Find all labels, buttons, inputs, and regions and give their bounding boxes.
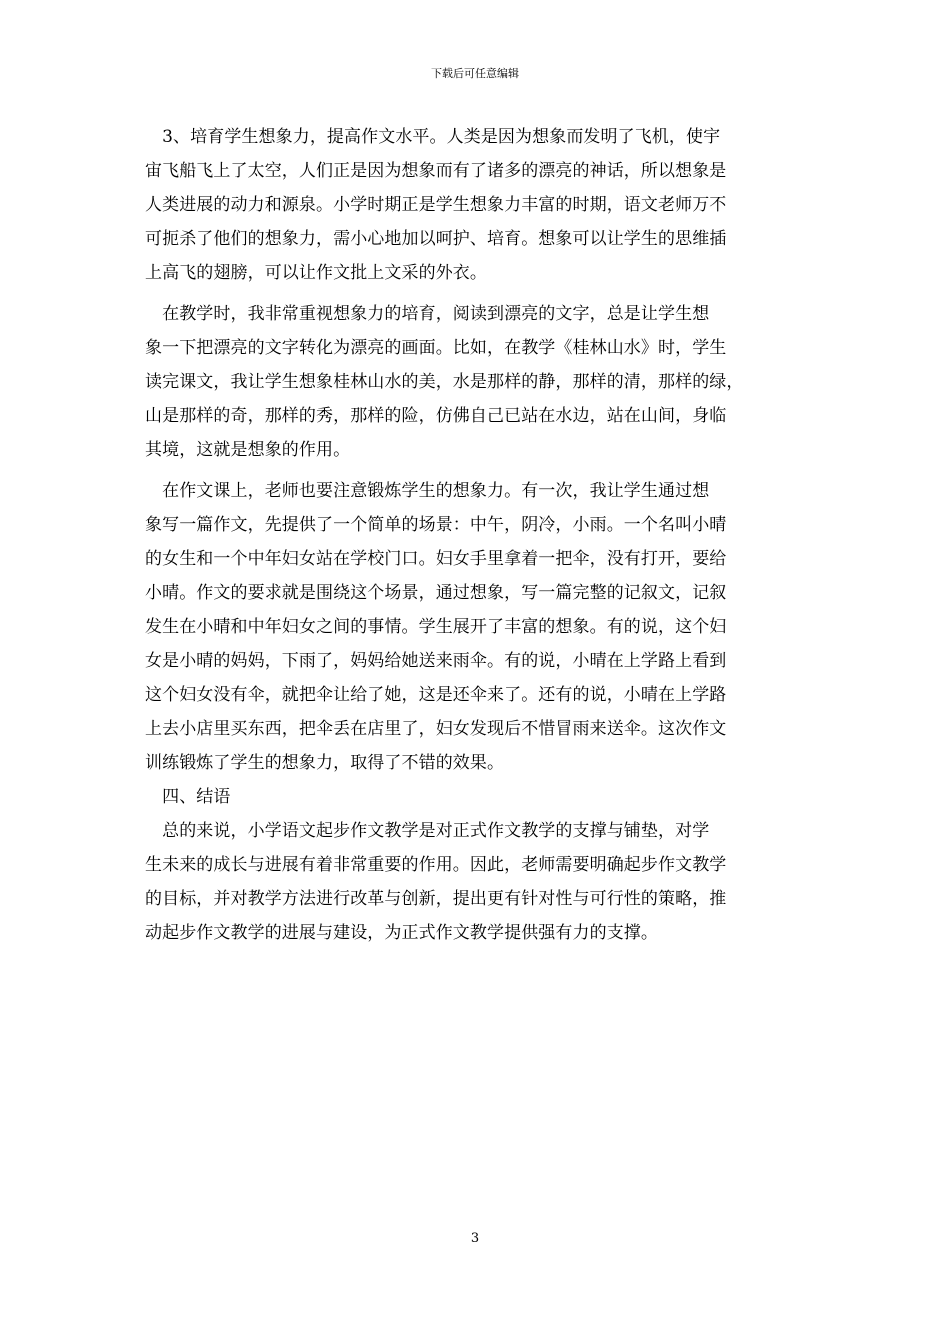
text-line: 发生在小晴和中年妇女之间的事情。学生展开了丰富的想象。有的说，这个妇 <box>145 617 727 637</box>
text-line: 训练锻炼了学生的想象力，取得了不错的效果。 <box>145 753 505 773</box>
text-line: 上去小店里买东西，把伞丢在店里了，妇女发现后不惜冒雨来送伞。这次作文 <box>145 719 727 739</box>
section-heading-conclusion <box>145 780 821 814</box>
text-line: 小晴。作文的要求就是围绕这个场景，通过想象，写一篇完整的记叙文，记叙 <box>145 583 727 603</box>
paragraph-imagination <box>145 120 821 290</box>
paragraph-composition-class <box>145 474 821 780</box>
text-line: 3、培育学生想象力，提高作文水平。人类是因为想象而发明了飞机，使宇 <box>145 127 721 147</box>
body-text <box>145 120 821 950</box>
heading-line: 四、结语 <box>145 787 231 807</box>
page-number: 3 <box>470 1231 480 1246</box>
text-line: 的女生和一个中年妇女站在学校门口。妇女手里拿着一把伞，没有打开，要给 <box>145 549 727 569</box>
text-line: 其境，这就是想象的作用。 <box>145 440 351 460</box>
text-line: 上高飞的翅膀，可以让作文批上文采的外衣。 <box>145 263 487 283</box>
text-line: 这个妇女没有伞，就把伞让给了她，这是还伞来了。还有的说，小晴在上学路 <box>145 685 727 705</box>
text-line: 女是小晴的妈妈，下雨了，妈妈给她送来雨伞。有的说，小晴在上学路上看到 <box>145 651 727 671</box>
paragraph-teaching-example <box>145 297 821 467</box>
text-line: 动起步作文教学的进展与建设，为正式作文教学提供强有力的支撑。 <box>145 923 658 943</box>
text-line: 象写一篇作文，先提供了一个简单的场景：中午，阴冷，小雨。一个名叫小晴 <box>145 515 727 535</box>
text-line: 在教学时，我非常重视想象力的培育，阅读到漂亮的文字，总是让学生想 <box>145 304 710 324</box>
text-line: 可扼杀了他们的想象力，需小心地加以呵护、培育。想象可以让学生的思维插 <box>145 229 727 249</box>
text-line: 总的来说，小学语文起步作文教学是对正式作文教学的支撑与铺垫，对学 <box>145 821 710 841</box>
text-line: 人类进展的动力和源泉。小学时期正是学生想象力丰富的时期，语文老师万不 <box>145 195 727 215</box>
header-note: 下载后可任意编辑 <box>431 67 519 80</box>
text-line: 象一下把漂亮的文字转化为漂亮的画面。比如，在教学《桂林山水》时，学生 <box>145 338 727 358</box>
text-line: 的目标，并对教学方法进行改革与创新，提出更有针对性与可行性的策略，推 <box>145 889 727 909</box>
text-line: 山是那样的奇，那样的秀，那样的险，仿佛自己已站在水边，站在山间，身临 <box>145 406 727 426</box>
text-line: 在作文课上，老师也要注意锻炼学生的想象力。有一次，我让学生通过想 <box>145 481 710 501</box>
text-line: 读完课文，我让学生想象桂林山水的美，水是那样的静，那样的清，那样的绿， <box>145 372 744 392</box>
text-line: 宙飞船飞上了太空，人们正是因为想象而有了诸多的漂亮的神话，所以想象是 <box>145 161 727 181</box>
paragraph-conclusion <box>145 814 821 950</box>
text-line: 生未来的成长与进展有着非常重要的作用。因此，老师需要明确起步作文教学 <box>145 855 727 875</box>
